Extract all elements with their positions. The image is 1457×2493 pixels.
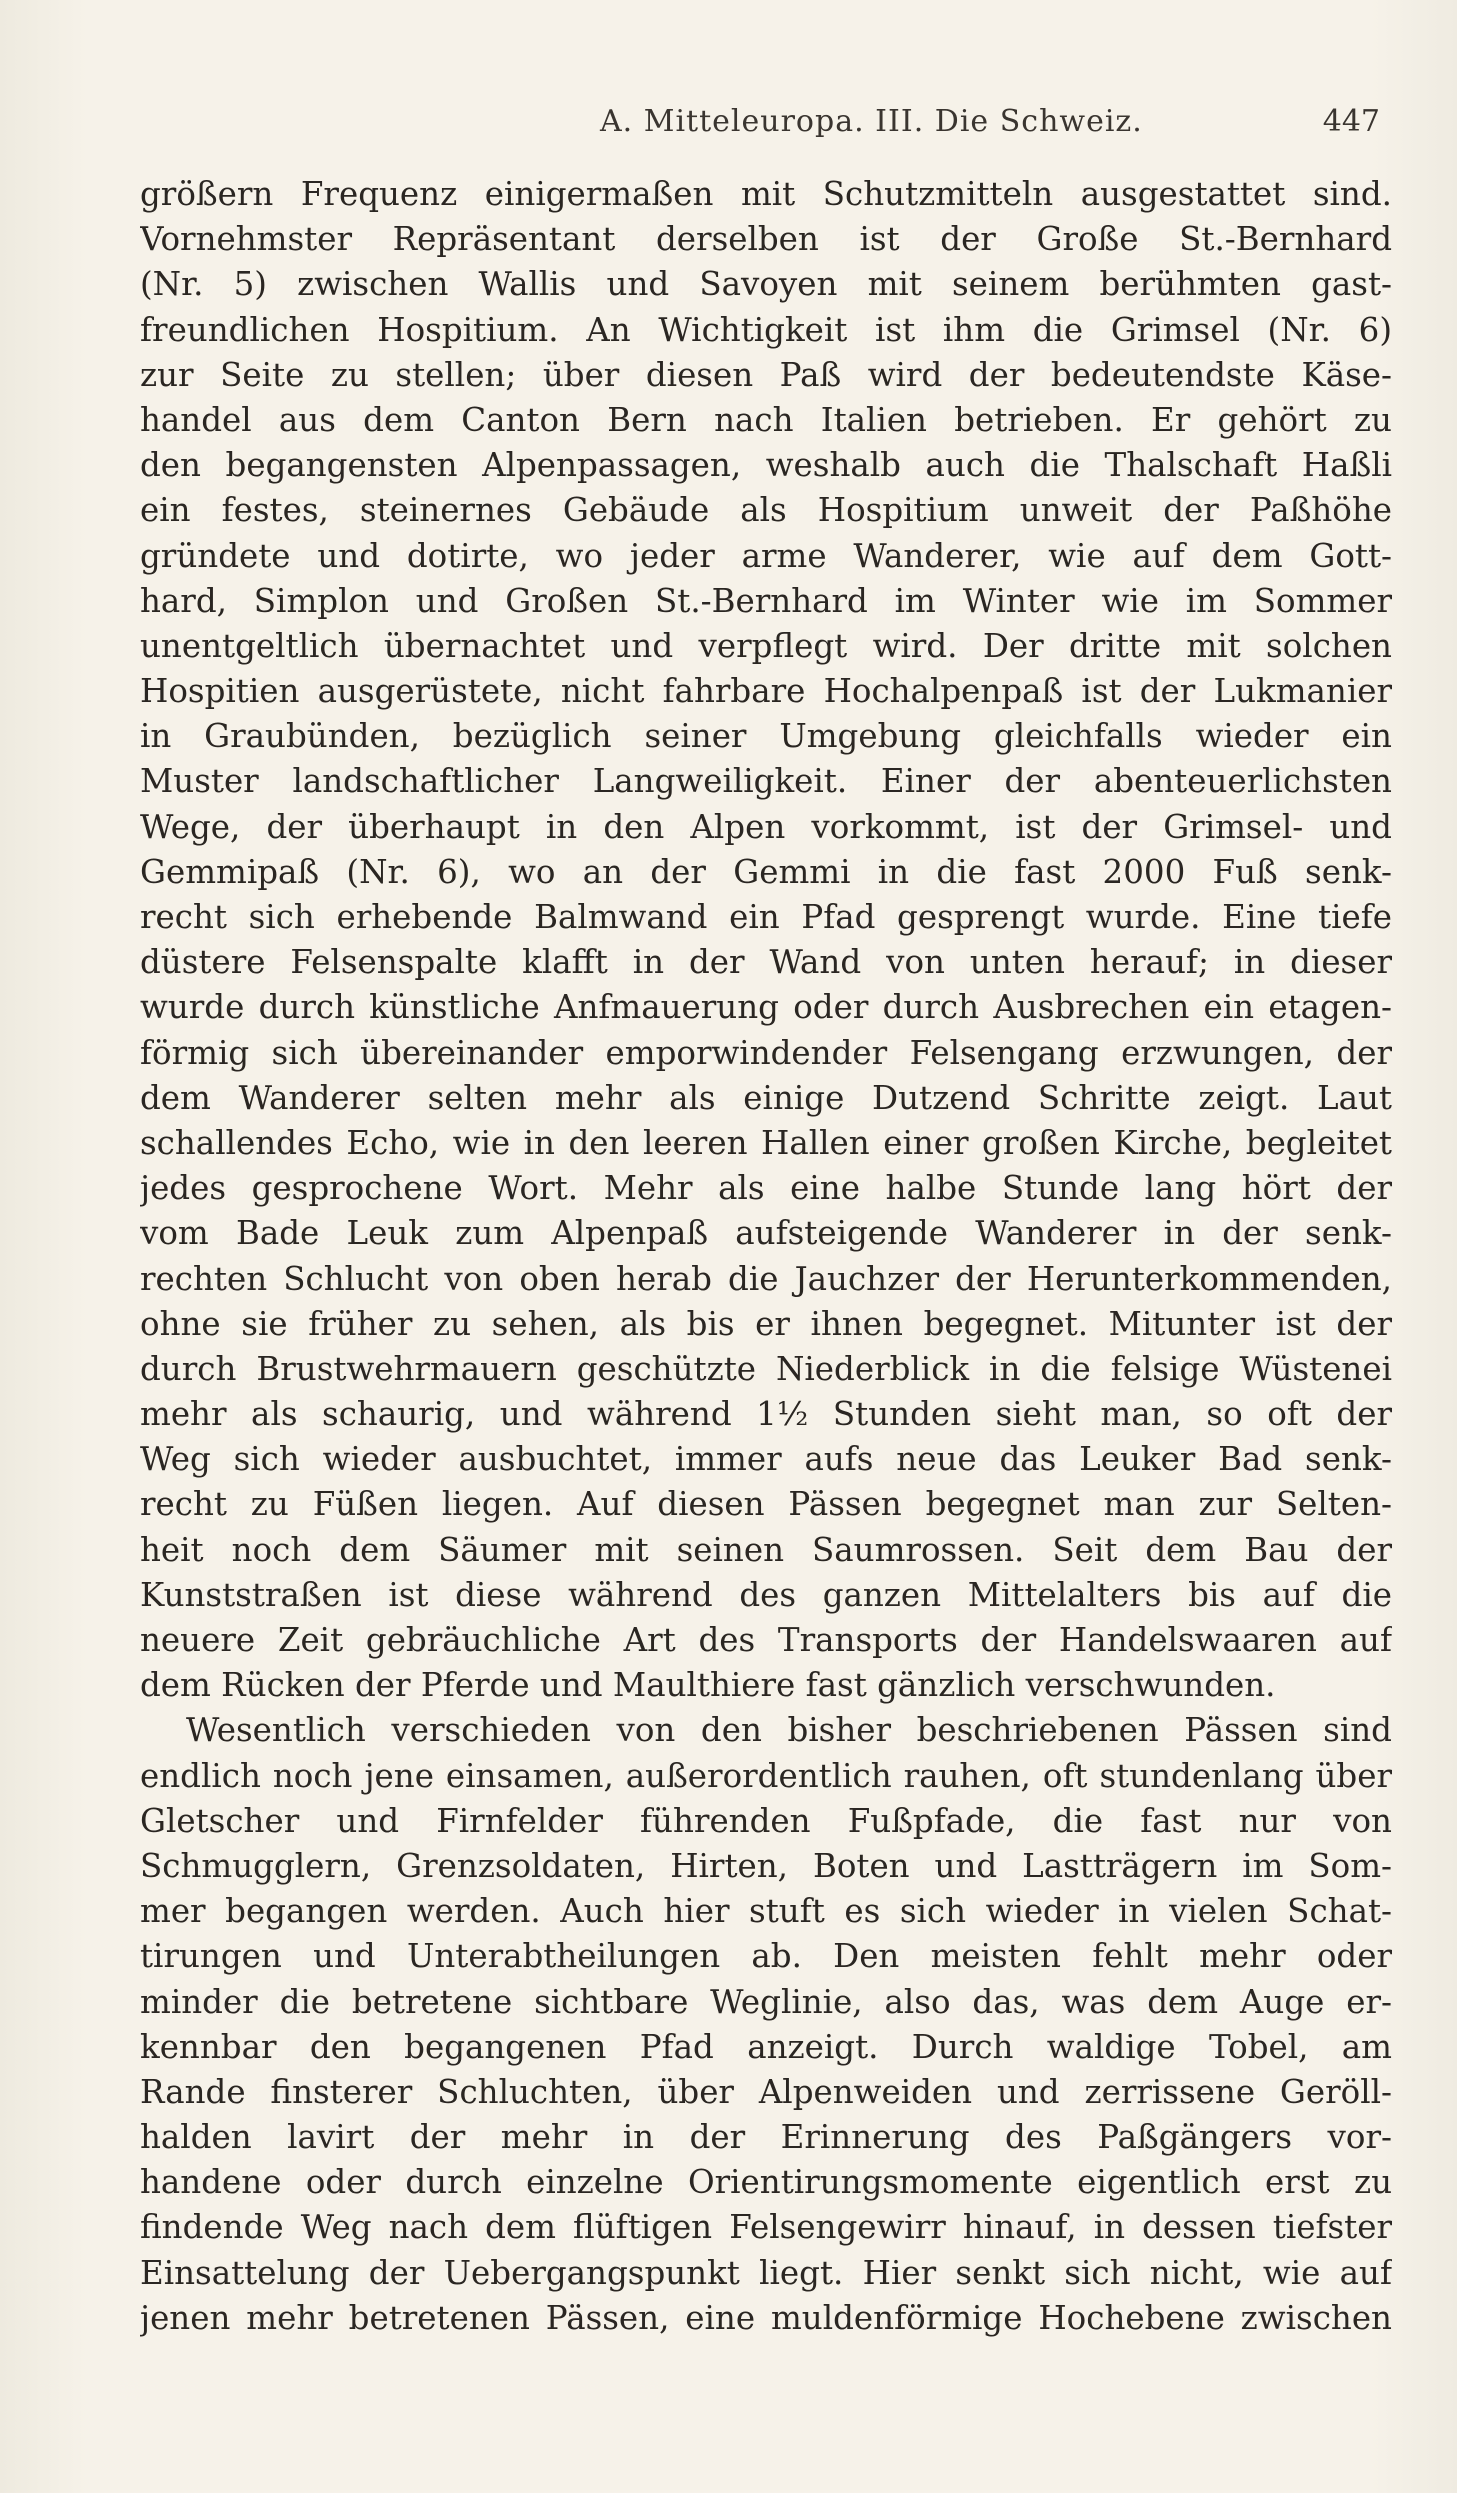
text-line: düstere Felsenspalte klafft in der Wand von unten herauf; in dieser: [140, 943, 1392, 982]
text-line: Einsattelung der Uebergangspunkt liegt. Hier senkt sich nicht, wie auf: [140, 2253, 1392, 2292]
text-line: Gemmipaß (Nr. 6), wo an der Gemmi in die fast 2000 Fuß senk-: [140, 852, 1392, 891]
text-line: endlich noch jene einsamen, außerordentlich rauhen, oft stundenlang über: [140, 1756, 1392, 1795]
text-line: Gletscher und Firnfelder führenden Fußpfade, die fast nur von: [140, 1801, 1392, 1840]
text-line: durch Brustwehrmauern geschützte Niederblick in die felsige Wüstenei: [140, 1349, 1392, 1388]
text-line: halden lavirt der mehr in der Erinnerung des Paßgängers vor-: [140, 2118, 1392, 2157]
text-line: (Nr. 5) zwischen Wallis und Savoyen mit seinem berühmten gast-: [140, 265, 1392, 304]
text-line: förmig sich übereinander emporwindender Felsengang erzwungen, der: [140, 1033, 1392, 1072]
text-line: recht sich erhebende Balmwand ein Pfad gesprengt wurde. Eine tiefe: [140, 898, 1392, 936]
text-line: jedes gesprochene Wort. Mehr als eine halbe Stunde lang hört der: [140, 1169, 1392, 1208]
text-line: freundlichen Hospitium. An Wichtigkeit ist ihm die Grimsel (Nr. 6): [140, 310, 1392, 349]
text-line: unentgeltlich übernachtet und verpflegt wird. Der dritte mit solchen: [140, 626, 1392, 665]
text-line: Hospitien ausgerüstete, nicht fahrbare Hochalpenpaß ist der Lukmanier: [140, 672, 1392, 711]
text-line: Vornehmster Repräsentant derselben ist der Große St.-Bernhard: [140, 220, 1392, 259]
text-line: dem Rücken der Pferde und Maulthiere fast gänzlich verschwunden.: [140, 1666, 1276, 1705]
text-line: findende Weg nach dem flüftigen Felsengewirr hinauf, in dessen tiefster: [140, 2208, 1392, 2247]
text-line: mehr als schaurig, und während 1½ Stunden sieht man, so oft der: [140, 1395, 1392, 1434]
text-line: Wesentlich verschieden von den bisher beschriebenen Pässen sind: [186, 1711, 1392, 1750]
text-line: neuere Zeit gebräuchliche Art des Transports der Handelswaaren auf: [140, 1621, 1392, 1659]
paragraph: [140, 172, 1392, 1708]
text-line: kennbar den begangenen Pfad anzeigt. Durch waldige Tobel, am: [140, 2027, 1392, 2066]
text-line: Muster landschaftlicher Langweiligkeit. Einer der abenteuerlichsten: [140, 762, 1392, 801]
text-line: Weg sich wieder ausbuchtet, immer aufs neue das Leuker Bad senk-: [140, 1440, 1392, 1479]
text-line: Schmugglern, Grenzsoldaten, Hirten, Boten und Lastträgern im Som-: [140, 1846, 1392, 1885]
text-line: dem Wanderer selten mehr als einige Dutzend Schritte zeigt. Laut: [140, 1078, 1392, 1117]
text-line: schallendes Echo, wie in den leeren Hallen einer großen Kirche, begleitet: [140, 1123, 1392, 1162]
text-line: zur Seite zu stellen; über diesen Paß wird der bedeutendste Käse-: [140, 355, 1392, 394]
text-line: Wege, der überhaupt in den Alpen vorkommt, ist der Grimsel- und: [140, 807, 1392, 846]
text-line: heit noch dem Säumer mit seinen Saumrossen. Seit dem Bau der: [140, 1530, 1392, 1569]
text-line: vom Bade Leuk zum Alpenpaß aufsteigende Wanderer in der senk-: [140, 1214, 1392, 1253]
paragraph: [140, 1708, 1392, 2341]
running-head: A. Mitteleuropa. III. Die Schweiz.: [600, 104, 1143, 139]
text-line: handel aus dem Canton Bern nach Italien betrieben. Er gehört zu: [140, 400, 1392, 439]
text-line: mer begangen werden. Auch hier stuft es sich wieder in vielen Schat-: [140, 1892, 1392, 1931]
page-header: [140, 104, 1380, 148]
text-line: hard, Simplon und Großen St.-Bernhard im Winter wie im Sommer: [140, 581, 1392, 620]
text-line: jenen mehr betretenen Pässen, eine muldenförmige Hochebene zwischen: [140, 2298, 1392, 2337]
text-line: größern Frequenz einigermaßen mit Schutzmitteln ausgestattet sind.: [140, 175, 1392, 213]
text-line: ohne sie früher zu sehen, als bis er ihnen begegnet. Mitunter ist der: [140, 1304, 1392, 1343]
text-line: minder die betretene sichtbare Weglinie, also das, was dem Auge er-: [140, 1982, 1392, 2021]
text-line: in Graubünden, bezüglich seiner Umgebung gleichfalls wieder ein: [140, 717, 1392, 756]
text-line: gründete und dotirte, wo jeder arme Wanderer, wie auf dem Gott-: [140, 536, 1392, 575]
text-line: Kunststraßen ist diese während des ganzen Mittelalters bis auf die: [140, 1575, 1392, 1614]
text-line: handene oder durch einzelne Orientirungsmomente eigentlich erst zu: [140, 2163, 1392, 2202]
text-line: wurde durch künstliche Anfmauerung oder durch Ausbrechen ein etagen-: [140, 988, 1392, 1027]
text-line: recht zu Füßen liegen. Auf diesen Pässen begegnet man zur Selten-: [140, 1485, 1392, 1524]
body-text: [140, 172, 1392, 2341]
text-line: ein festes, steinernes Gebäude als Hospitium unweit der Paßhöhe: [140, 491, 1392, 530]
text-line: tirungen und Unterabtheilungen ab. Den meisten fehlt mehr oder: [140, 1937, 1392, 1976]
text-line: rechten Schlucht von oben herab die Jauchzer der Herunterkommenden,: [140, 1259, 1392, 1298]
text-line: den begangensten Alpenpassagen, weshalb auch die Thalschaft Haßli: [140, 446, 1392, 485]
text-line: Rande finsterer Schluchten, über Alpenweiden und zerrissene Geröll-: [140, 2072, 1392, 2111]
page-number: 447: [1322, 104, 1380, 139]
